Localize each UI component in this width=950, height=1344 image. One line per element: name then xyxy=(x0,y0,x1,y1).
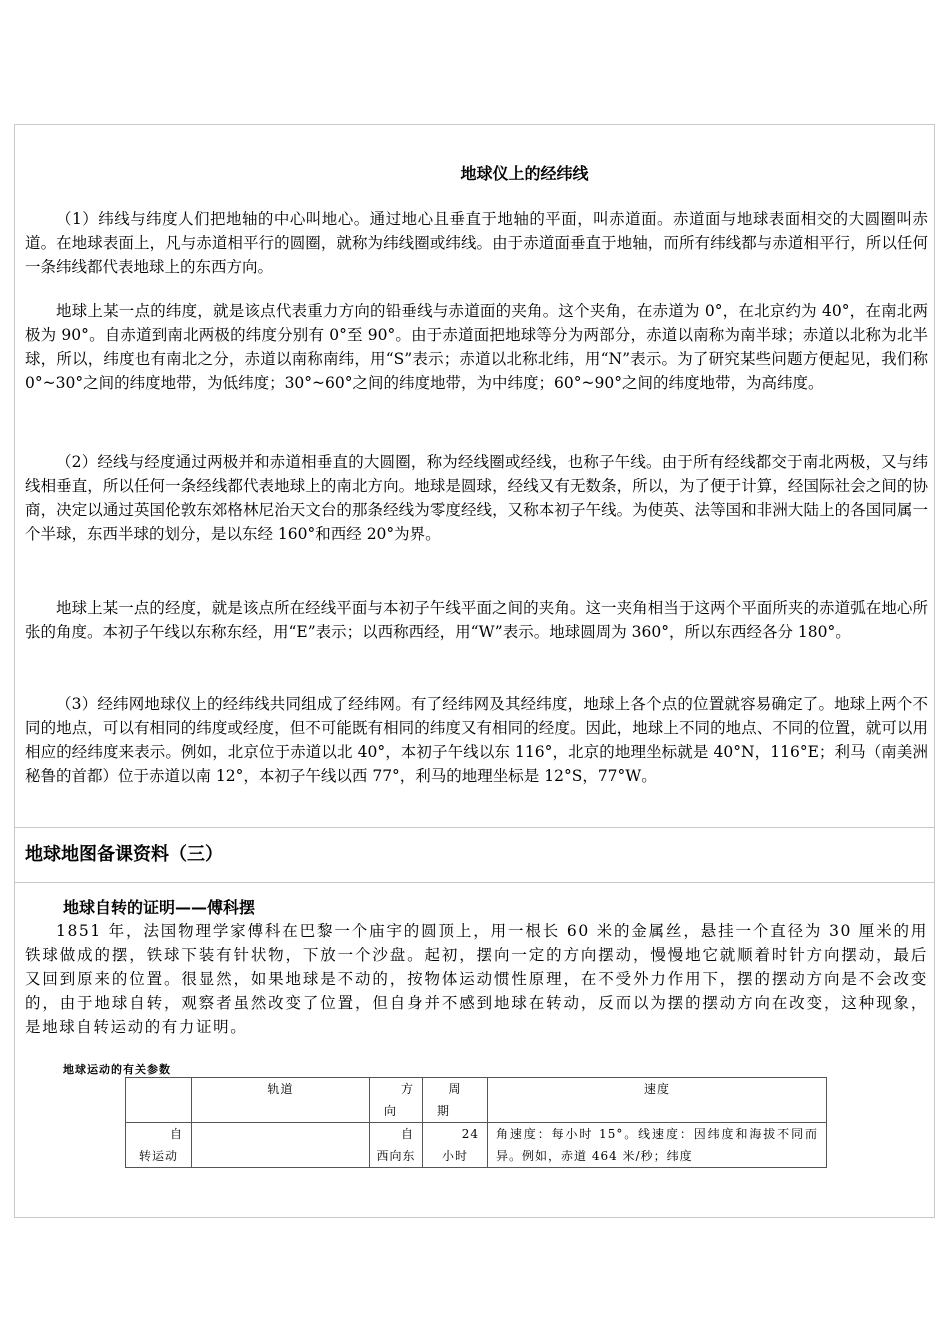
header-cell-name xyxy=(126,1078,192,1123)
subsection-title: 地球自转的证明——傅科摆 xyxy=(63,898,256,917)
cell-rotation-name: 自 转运动 xyxy=(126,1123,192,1168)
paragraph-latitude-degrees: 地球上某一点的纬度，就是该点代表重力方向的铅垂线与赤道面的夹角。这个夹角，在赤道为 0°，在北京约为 40°，在南北两极为 90°。自赤道到南北两极的纬度分别有 0°至 90°。由于赤道面把地球等分为两部分，赤道以南称为南半球；赤道以北称为北半球，所以，纬度也有南北之分，赤道以南称南纬，用“S”表示；赤道以北称北纬，用“N”表示。为了研究某些问题方便起见，我们称 0°~30°之间的纬度地带，为低纬度；30°~60°之间的纬度地带，为中纬度；60°~90°之间的纬度地带，为高纬度。 xyxy=(25,302,928,392)
paragraph-latitude-lines: （1）纬线与纬度人们把地轴的中心叫地心。通过地心且垂直于地轴的平面，叫赤道面。赤道面与地球表面相交的大圆圈叫赤道。在地球表面上，凡与赤道相平行的圆圈，就称为纬线圈或纬线。由于赤道面垂直于地轴，而所有纬线都与赤道相平行，所以任何一条纬线都代表地球上的东西方向。 xyxy=(25,210,928,276)
paragraph-longitude-lines: （2）经线与经度通过两极并和赤道相垂直的大圆圈，称为经线圈或经线，也称子午线。由于所有经线都交于南北两极，又与纬线相垂直，所以任何一条经线都代表地球上的南北方向。地球是圆球，经线又有无数条，所以，为了便于计算，经国际社会之间的协商，决定以通过英国伦敦东郊格林尼治天文台的那条经线为零度经线，又称本初子午线。为使英、法等国和非洲大陆上的各国同属一个半球，东西半球的划分，是以东经 160°和西经 20°为界。 xyxy=(25,453,928,543)
foucault-paragraph: 1851 年，法国物理学家傅科在巴黎一个庙宇的圆顶上，用一根长 60 米的金属丝，悬挂一个直径为 30 厘米的用铁球做成的摆，铁球下装有针状物，下放一个沙盘。起初，摆向一定的方向摆动，慢慢地它就顺着时针方向摆动，最后又回到原来的位置。很显然，如果地球是不动的，按物体运动惯性原理，在不受外力作用下，摆的摆动方向是不会改变的，由于地球自转，观察者虽然改变了位置，但自身并不感到地球在转动，反而以为摆的摆动方向在改变，这种现象，是地球自转运动的有力证明。 xyxy=(25,922,928,1036)
section-title: 地球地图备课资料（三） xyxy=(25,844,223,865)
table-caption: 地球运动的有关参数 xyxy=(63,1063,171,1076)
cell-rotation-orbit xyxy=(192,1123,370,1168)
header-cell-period: 周 期 xyxy=(423,1078,488,1123)
cell-rotation-direction: 自 西向东 xyxy=(370,1123,423,1168)
header-cell-direction: 方 向 xyxy=(370,1078,423,1123)
table-header-row xyxy=(126,1078,827,1123)
earth-motion-table xyxy=(125,1077,827,1168)
paragraph-graticule: （3）经纬网地球仪上的经纬线共同组成了经纬网。有了经纬网及其经纬度，地球上各个点的位置就容易确定了。地球上两个不同的地点，可以有相同的纬度或经度，但不可能既有相同的纬度又有相同的经度。因此，地球上不同的地点、不同的位置，就可以用相应的经纬度来表示。例如，北京位于赤道以北 40°，本初子午线以东 116°，北京的地理坐标就是 40°N，116°E；利马（南美洲秘鲁的首都）位于赤道以南 12°，本初子午线以西 77°，利马的地理坐标是 12°S，77°W。 xyxy=(25,695,928,785)
document-frame xyxy=(14,124,935,1218)
header-cell-orbit: 轨道 xyxy=(192,1078,370,1123)
page-title: 地球仪上的经纬线 xyxy=(460,164,589,183)
header-cell-speed: 速度 xyxy=(488,1078,827,1123)
section-heading-row xyxy=(15,828,934,883)
cell-rotation-speed: 角速度：每小时 15°。线速度：因纬度和海拔不同而异。例如，赤道 464 米/秒；纬度 xyxy=(488,1123,827,1168)
section-foucault-pendulum xyxy=(15,883,934,1217)
section-longitude-latitude xyxy=(15,125,934,828)
table-row xyxy=(126,1123,827,1168)
paragraph-longitude-degrees: 地球上某一点的经度，就是该点所在经线平面与本初子午线平面之间的夹角。这一夹角相当于这两个平面所夹的赤道弧在地心所张的角度。本初子午线以东称东经，用“E”表示；以西称西经，用“W”表示。地球圆周为 360°，所以东西经各分 180°。 xyxy=(25,599,928,641)
cell-rotation-period: 24 小时 xyxy=(423,1123,488,1168)
